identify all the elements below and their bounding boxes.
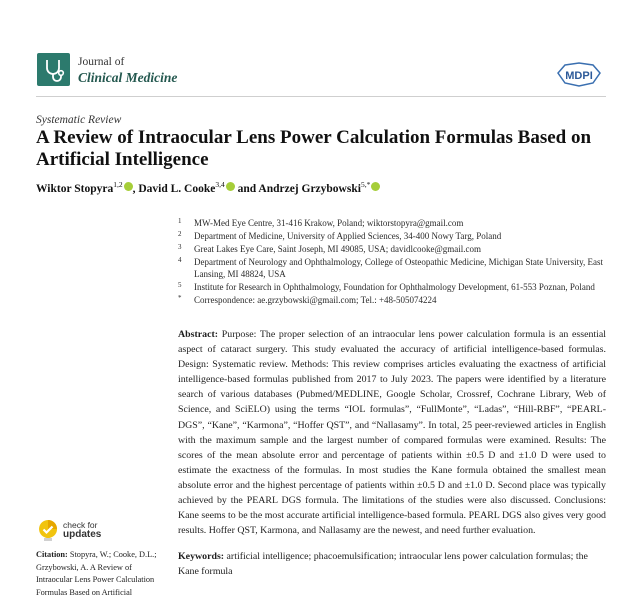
affiliation-text: Department of Neurology and Ophthalmology, College of Osteopathic Medicine, Michigan State University, East Lansing, MI 48824, USA: [194, 256, 603, 279]
affiliation-item: [178, 244, 618, 256]
check-updates-label: check for: [63, 520, 98, 530]
citation-label: Citation:: [36, 550, 68, 559]
publisher-logo: [555, 62, 603, 87]
author-affiliation-marks: 1,2: [113, 180, 123, 189]
affiliation-mark: 3: [178, 242, 182, 251]
journal-name-prefix: Journal of: [78, 56, 125, 68]
affiliation-mark: 1: [178, 217, 182, 225]
orcid-icon[interactable]: [226, 182, 235, 191]
keywords: [178, 549, 606, 579]
orcid-icon[interactable]: [124, 182, 133, 191]
citation-text: Stopyra, W.; Cooke, D.L.; Grzybowski, A. A Review of Intraocular Lens Power Calculation Formulas Based on Artificial: [36, 550, 157, 597]
keywords-text: artificial intelligence; phacoemulsification; intraocular lens power calculation formulas; the Kane formula: [178, 551, 588, 577]
affiliation-item: [178, 218, 618, 230]
affiliation-text: Department of Medicine, University of Applied Sciences, 34-400 Nowy Targ, Poland: [194, 230, 502, 241]
abstract-label: Abstract:: [178, 329, 219, 340]
check-for-updates-icon: [38, 519, 58, 543]
affiliation-item: [178, 257, 618, 280]
author-affiliation-marks: 5,*: [360, 180, 371, 189]
abstract-text: Purpose: The proper selection of an intraocular lens power calculation formula is an essential aspect of cataract surgery. This study evaluated the accuracy of artificial intelligence-based formulas. Design: Systematic review. Methods: This review comprises articles evaluating the exactness of artificial intelligence-based formulas published from 2017 to July 2023. The papers were identified by a literature search of various databases (Pubmed/MEDLINE, Google Scholar, Crossref, Cochrane Library, Web of Science, and SciELO) using the terms “IOL formulas”, “FullMonte”, “Ladas”, “Hill-RBF”, “PEARL-DGS”, “Kane”, “Karmona”, “Hoffer QST”, and “Nallasamy”. In total, 25 peer-reviewed articles in English with the maximum sample and the largest number of compared formulas were examined. Results: The scores of the mean absolute error and percentage of patients within ±0.5 D and ±1.0 D were used to estimate the exactness of the formulas. In most studies the Kane formula obtained the smallest mean absolute error and the highest percentage of patients within ±0.5 D and ±1.0 D. Second place was typically achieved by the PEARL DGS formula. The limitations of the studies were also discussed. Conclusions: Kane seems to be the most accurate artificial intelligence-based formula. PEARL DGS also gives very good results. Hoffer QST, Karmona, and Nallasamy are the newest, and need further evaluation.: [178, 329, 607, 537]
journal-logo: [37, 53, 70, 86]
affiliation-text: MW-Med Eye Centre, 31-416 Krakow, Poland; wiktorstopyra@gmail.com: [194, 218, 464, 228]
correspondence-text: Correspondence: ae.grzybowski@gmail.com; Tel.: +48-505074224: [194, 294, 437, 305]
affiliation-mark: 2: [178, 229, 182, 238]
affiliation-item: [178, 295, 618, 307]
affiliation-mark: 4: [178, 255, 182, 264]
author-name[interactable]: Andrzej Grzybowski: [258, 182, 361, 195]
authors-line: [36, 180, 380, 195]
author-name[interactable]: David L. Cooke: [138, 182, 216, 195]
article-title: A Review of Intraocular Lens Power Calculation Formulas Based on Artificial Intelligence: [36, 127, 592, 170]
affiliations-list: [178, 218, 618, 308]
publisher-logo-text: MDPI: [565, 70, 593, 82]
affiliation-mark: *: [178, 293, 182, 302]
header-divider: [36, 96, 606, 97]
affiliation-item: [178, 231, 618, 243]
affiliation-item: [178, 282, 618, 294]
author-separator: ,: [132, 182, 139, 195]
citation: [36, 549, 161, 599]
affiliation-mark: 5: [178, 280, 182, 289]
affiliation-text: Institute for Research in Ophthalmology, Foundation for Ophthalmology Development, 61-553 Poznan, Poland: [194, 281, 595, 292]
stethoscope-icon: [37, 53, 70, 86]
affiliation-text: Great Lakes Eye Care, Saint Joseph, MI 49085, USA; davidlcooke@gmail.com: [194, 243, 481, 254]
check-for-updates-button[interactable]: [38, 517, 128, 547]
author-name[interactable]: Wiktor Stopyra: [36, 182, 114, 195]
check-updates-label-bold: updates: [63, 529, 102, 540]
author-affiliation-marks: 3,4: [215, 180, 225, 189]
orcid-icon[interactable]: [371, 182, 380, 191]
abstract: [178, 327, 606, 538]
article-type: Systematic Review: [36, 114, 122, 126]
journal-name: Clinical Medicine: [78, 70, 178, 85]
author-separator: and: [234, 182, 259, 195]
keywords-label: Keywords:: [178, 551, 225, 562]
